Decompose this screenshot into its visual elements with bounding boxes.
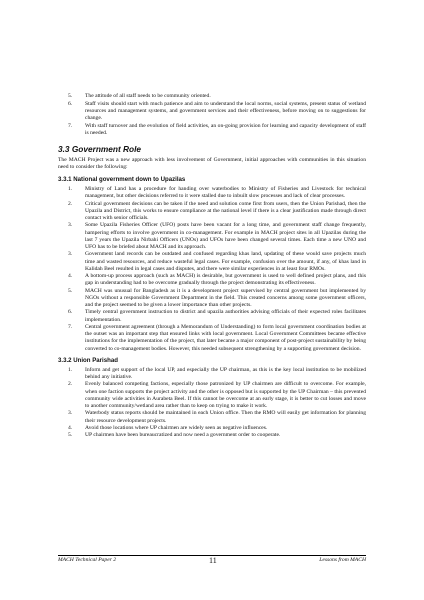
- page-number: 11: [209, 556, 217, 565]
- list-item: 5. MACH was unusual for Bangladesh as it is a development project supervised by central government but implemented by NGOs without a responsible Government Department in the field. This created concerns among some government officers, and the project seemed to be given a lower importance than other projects.: [68, 287, 366, 308]
- staff-lessons-list: [58, 93, 366, 138]
- national-government-list: [58, 186, 366, 353]
- list-item: 5. UP chairmen have been bureaucratized and now need a government order to cooperate.: [68, 432, 281, 438]
- list-item: 1. Ministry of Land has a procedure for handing over waterbodies to Ministry of Fisheries and Livestock for technical management, but other decisions referred to it were stalled due to inbuilt slow processes and lack of clear processes.: [68, 186, 366, 200]
- list-item: 4. A bottom-up process approach (such as MACH) is desirable, but government is used to well defined project plans, and this gap in understanding had to be overcome gradually through the project demonstrating its effectiveness.: [68, 273, 366, 287]
- page-footer: [58, 555, 366, 563]
- list-item: 1. Inform and get support of the local UP, and especially the UP chairman, as this is the key local institution to be mobilized behind any initiative.: [68, 366, 366, 380]
- list-item: 3. Some Upazila Fisheries Officer (UFO) posts have been vacant for a long time, and government staff change frequently, hampering efforts to involve government in co-management. For example in MACH project sites in all Upazilas during the last 7 years the Upazila Nirbahi Officers (UNOs) and UFOs have been changed several times. Each time a new UNO and UFO has to be briefed about MACH and its approach.: [68, 222, 366, 250]
- list-item: 7. With staff turnover and the evolution of field activities, an on-going provision for learning and capacity development of staff is needed.: [68, 123, 366, 137]
- section-heading: 3.3 Government Role: [58, 143, 141, 154]
- list-item: 5. The attitude of all staff needs to be community oriented.: [68, 93, 211, 99]
- footer-series-title: MACH Technical Paper 2: [58, 557, 117, 563]
- page-content: [58, 93, 366, 439]
- section-intro: The MACH Project was a new approach with less involvement of Government, initial approaches with communities in this situation need to consider the following:: [58, 156, 366, 170]
- footer-document-title: Lessons from MACH: [319, 557, 366, 563]
- subsection-heading-union-parishad: 3.3.2 Union Parishad: [58, 356, 118, 364]
- union-parishad-list: [58, 367, 366, 440]
- list-item: 7. Central government agreement (through a Memorandum of Understanding) to form local government coordination bodies at the outset was an important step that ensured links with local government. Local Government Committees became effective institutions for the implementation of the project, that later became a major component of post-project sustainability by being converted to co-management bodies. However, this needed subsequent strengthening by a supporting government decision.: [68, 323, 366, 352]
- list-item: 3. Waterbody status reports should be maintained in each Union office. Then the RMO will easily get information for planning their resource development projects.: [68, 410, 366, 424]
- list-item: 4. Avoid those locations where UP chairmen are widely seen as negative influences.: [68, 424, 268, 431]
- subsection-heading-national: 3.3.1 National government down to Upazilas: [58, 176, 186, 183]
- list-item: 6. Timely central government instruction to district and upazila authorities advising officials of their expected roles facilitates implementation.: [68, 309, 366, 323]
- list-item: 3. Government land records can be outdated and confused regarding khas land, updating of these would save projects much time and wasted resources, and reduce wasteful legal cases. For example, confusion over the amount, if any, of khas land in Kalidah Beel resulted in legal cases and disputes, and there were similar experiences in at least four RMOs.: [68, 251, 366, 272]
- list-item: 6. Staff visits should start with much patience and aim to understand the local norms, social systems, present status of wetland resources and management systems, and government services and their effectiveness, before moving on to suggestions for change.: [68, 100, 366, 122]
- list-item: 2. Critical government decisions can be taken if the need and solution come first from users, then the Union Parishad, then the Upazila and District, this works to ensure compliance at the national level if there is a clear justification made through direct contact with senior officials.: [68, 200, 366, 221]
- list-item: 2. Evenly balanced competing factions, especially those patronized by UP chairmen are difficult to overcome. For example, when one faction supports the project activity and the other is opposed but is supported by the UP Chairman – this prevented community wide activities in Aurabeta Beel. If this cannot be overcome at an early stage, it is better to cut losses and move to another community/wetland area rather than to keep on trying to make it work.: [68, 381, 366, 409]
